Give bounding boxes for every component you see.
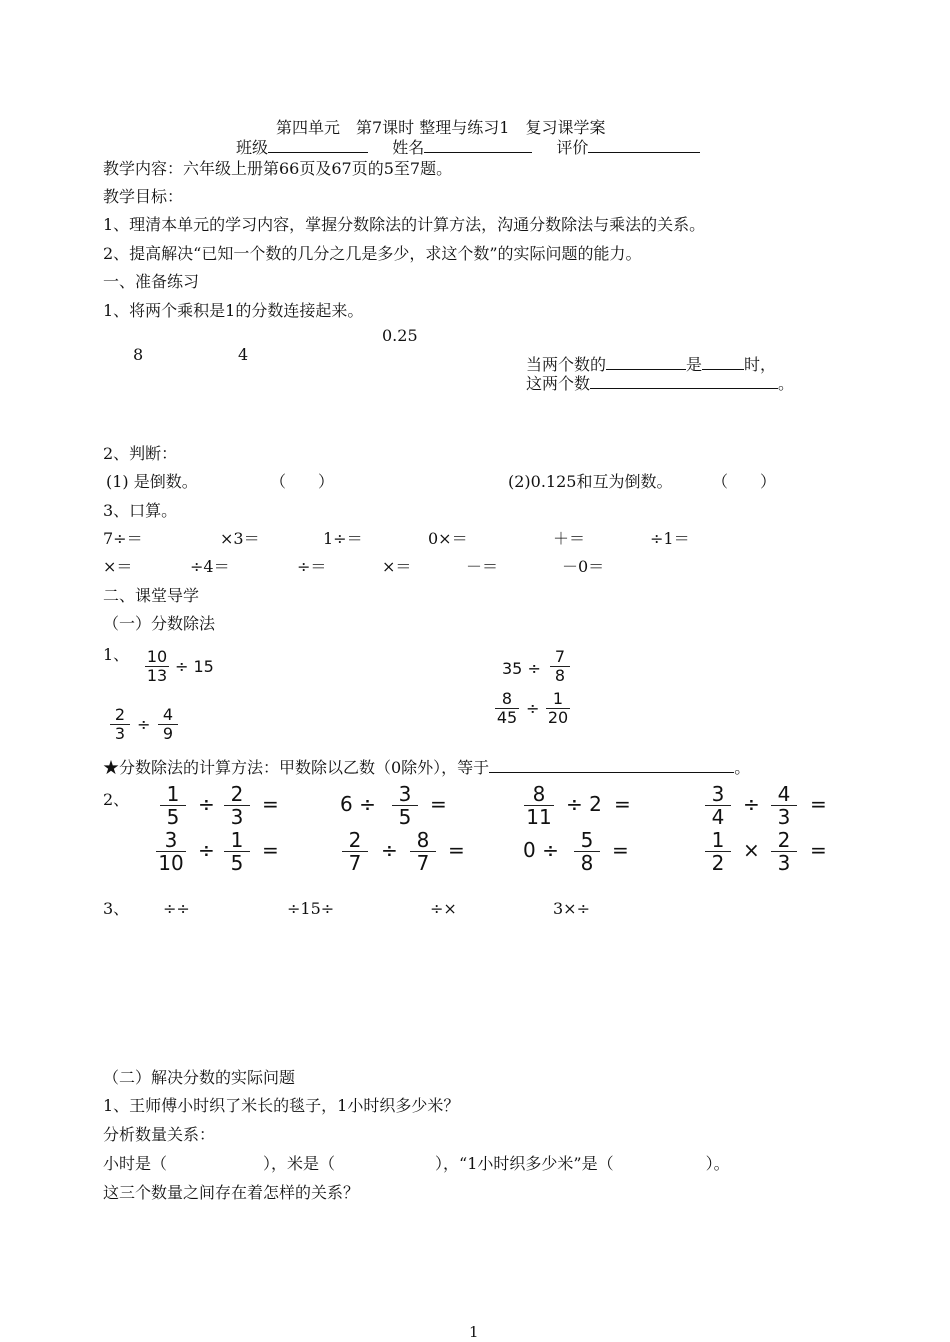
ex1c-num-2: 1 (552, 689, 564, 708)
ex2-6-den-2: 7 (416, 851, 430, 875)
relation-line (103, 1154, 730, 1174)
subsection-1-title: （一）分数除法 (103, 614, 216, 633)
ex2-2-lead: 6 ÷ (340, 792, 376, 816)
q1-number-b: 8 (133, 345, 144, 364)
oral-r2-3: ÷＝ (297, 557, 327, 576)
reciprocal-text-a: 当两个数的 (526, 355, 607, 374)
ex3-item-1: ÷÷ (163, 899, 190, 918)
ex2-1-op: ÷ (198, 792, 215, 816)
ex2-5-frac-1 (156, 829, 186, 874)
ex1c-den-1: 45 (496, 708, 518, 727)
oral-r2-4: ×＝ (382, 557, 412, 576)
ex2-7-lead: 0 ÷ (523, 838, 559, 862)
ex2-1-den-1: 5 (166, 805, 180, 829)
ex2-8-eq: = (810, 838, 827, 862)
ex1a-num: 10 (146, 647, 168, 666)
oral-r1-6: ÷1＝ (650, 529, 690, 548)
ex2-5-frac-2 (224, 829, 250, 874)
ex2-1-frac-2 (224, 783, 250, 828)
q1-number-c: 4 (238, 345, 249, 364)
reciprocal-text-e: 。 (778, 374, 795, 393)
ex2-8-num-1: 1 (711, 828, 725, 852)
ex3-item-3: ÷× (430, 899, 457, 918)
header-fields (236, 137, 700, 158)
ex2-1-num-1: 1 (166, 782, 180, 806)
ex1a-rest: ÷ 15 (175, 657, 214, 676)
oral-r1-3: 1÷＝ (323, 529, 363, 548)
oral-r1-2: ×3＝ (220, 529, 260, 548)
ex2-2-frac (392, 783, 418, 828)
grade-label: 评价 (556, 138, 589, 157)
page-title: 第四单元 第7课时 整理与练习1 复习课学案 (276, 118, 606, 137)
exercise-2-label: 2、 (103, 790, 130, 809)
ex1b-lead: 35 ÷ (502, 659, 541, 678)
ex2-5-eq: = (262, 838, 279, 862)
reciprocal-line-1 (526, 354, 776, 375)
method-blank[interactable] (489, 757, 734, 773)
ex2-6-den-1: 7 (348, 851, 362, 875)
ex1c-num-1: 8 (501, 689, 513, 708)
subsection-2-title: （二）解决分数的实际问题 (103, 1068, 296, 1087)
ex2-3-eq: = (614, 792, 631, 816)
reciprocal-line-2 (526, 373, 794, 394)
reciprocal-text-c: 时， (744, 355, 777, 374)
ex2-6-num-1: 2 (348, 828, 362, 852)
reciprocal-blank-2[interactable] (702, 354, 744, 370)
ex2-4-den-1: 4 (711, 805, 725, 829)
oral-r1-1: 7÷＝ (103, 529, 143, 548)
ex1d-den-1: 3 (114, 724, 126, 743)
relation-text-a: 小时是（ (103, 1154, 168, 1173)
ex2-6-op: ÷ (381, 838, 398, 862)
question-3-title: 3、口算。 (103, 501, 178, 520)
ex2-2-eq: = (430, 792, 447, 816)
ex1b-den: 8 (554, 666, 566, 685)
ex1a-fraction (145, 648, 169, 685)
ex2-2-den: 5 (398, 805, 412, 829)
ex3-item-4: 3×÷ (553, 899, 590, 918)
section-2-title: 二、课堂导学 (103, 586, 200, 605)
ex2-5-num-2: 1 (230, 828, 244, 852)
reciprocal-text-b: 是 (686, 355, 703, 374)
ex2-1-eq: = (262, 792, 279, 816)
ex2-4-eq: = (810, 792, 827, 816)
oral-r2-5: －＝ (466, 557, 499, 576)
method-end: 。 (734, 758, 751, 777)
ex1b-num: 7 (554, 647, 566, 666)
question-1: 1、将两个乘积是1的分数连接起来。 (103, 301, 364, 320)
oral-r2-1: ×＝ (103, 557, 133, 576)
name-label: 姓名 (392, 138, 425, 157)
goals-title: 教学目标： (103, 187, 184, 206)
name-blank[interactable] (424, 137, 532, 153)
ex2-3-frac (524, 783, 554, 828)
ex2-3-op: ÷ 2 (566, 792, 602, 816)
goal-1: 1、理清本单元的学习内容，掌握分数除法的计算方法，沟通分数除法与乘法的关系。 (103, 215, 706, 234)
ex2-5-den-2: 5 (230, 851, 244, 875)
judge-1-paren[interactable]: （ ） (270, 472, 335, 491)
ex3-item-2: ÷15÷ (287, 899, 335, 918)
ex2-3-num: 8 (532, 782, 546, 806)
ex2-8-num-2: 2 (777, 828, 791, 852)
ex1c-den-2: 20 (547, 708, 569, 727)
ex1d-num-1: 2 (114, 705, 126, 724)
page-number: 1 (469, 1323, 479, 1341)
ex2-4-frac-2 (771, 783, 797, 828)
ex2-4-num-1: 3 (711, 782, 725, 806)
exercise-3-label: 3、 (103, 899, 130, 918)
ex1d-num-2: 4 (162, 705, 174, 724)
class-blank[interactable] (268, 137, 368, 153)
ex1c-op: ÷ (526, 699, 540, 718)
ex2-2-num: 3 (398, 782, 412, 806)
ex2-7-den: 8 (580, 851, 594, 875)
ex2-1-frac-1 (160, 783, 186, 828)
ex1a-den: 13 (146, 666, 168, 685)
ex2-1-num-2: 2 (230, 782, 244, 806)
ex2-8-op: × (743, 838, 760, 862)
ex2-5-op: ÷ (198, 838, 215, 862)
ex2-6-num-2: 8 (416, 828, 430, 852)
reciprocal-blank-3[interactable] (590, 373, 778, 389)
ex2-7-eq: = (612, 838, 629, 862)
ex1d-op: ÷ (137, 715, 151, 734)
ex1d-fraction-1 (110, 706, 130, 743)
ex2-5-den-1: 10 (158, 851, 184, 875)
goal-2: 2、提高解决“已知一个数的几分之几是多少，求这个数”的实际问题的能力。 (103, 244, 642, 263)
ex2-8-den-2: 3 (777, 851, 791, 875)
ex2-4-den-2: 3 (777, 805, 791, 829)
ex2-6-eq: = (448, 838, 465, 862)
ex2-8-den-1: 2 (711, 851, 725, 875)
ex1d-fraction-2 (158, 706, 178, 743)
class-label: 班级 (236, 138, 269, 157)
ex1d-den-2: 9 (162, 724, 174, 743)
judge-2: (2)0.125和互为倒数。 (508, 472, 673, 491)
judge-1: (1) 是倒数。 (106, 472, 198, 491)
relation-text-c: ），“1小时织多少米”是（ (435, 1154, 614, 1173)
ex2-8-frac-1 (705, 829, 731, 874)
oral-r1-5: ＋＝ (553, 529, 586, 548)
ex2-1-den-2: 3 (230, 805, 244, 829)
ex2-4-num-2: 4 (777, 782, 791, 806)
oral-r2-6: －0＝ (562, 557, 605, 576)
q1-number-a: 0.25 (382, 326, 418, 345)
ex2-3-den: 11 (526, 805, 552, 829)
ex2-8-frac-2 (771, 829, 797, 874)
section-1-title: 一、准备练习 (103, 272, 200, 291)
exercise-1-label: 1、 (103, 645, 130, 664)
oral-r1-4: 0×＝ (428, 529, 468, 548)
method-line (103, 757, 750, 778)
ex2-6-frac-1 (342, 829, 368, 874)
reciprocal-text-d: 这两个数 (526, 374, 591, 393)
analysis-title: 分析数量关系： (103, 1125, 216, 1144)
question-2-title: 2、判断： (103, 444, 178, 463)
ex1b-fraction (550, 648, 570, 685)
ex2-4-op: ÷ (743, 792, 760, 816)
ex1c-fraction-1 (495, 690, 519, 727)
judge-2-paren[interactable]: （ ） (712, 472, 777, 491)
oral-r2-2: ÷4＝ (190, 557, 230, 576)
ex2-4-frac-1 (705, 783, 731, 828)
content-line: 教学内容：六年级上册第66页及67页的5至7题。 (103, 159, 453, 178)
grade-blank[interactable] (588, 137, 700, 153)
method-text: ★分数除法的计算方法：甲数除以乙数（0除外），等于 (103, 758, 490, 777)
ex2-5-num-1: 3 (164, 828, 178, 852)
problem-1: 1、王师傅小时织了米长的毯子，1小时织多少米？ (103, 1096, 460, 1115)
ex1c-fraction-2 (546, 690, 570, 727)
relation-text-d: ）。 (705, 1154, 730, 1173)
relation-question: 这三个数量之间存在着怎样的关系？ (103, 1183, 360, 1202)
relation-text-b: ），米是（ (263, 1154, 336, 1173)
ex2-7-num: 5 (580, 828, 594, 852)
ex2-6-frac-2 (410, 829, 436, 874)
reciprocal-blank-1[interactable] (606, 354, 686, 370)
ex2-7-frac (574, 829, 600, 874)
